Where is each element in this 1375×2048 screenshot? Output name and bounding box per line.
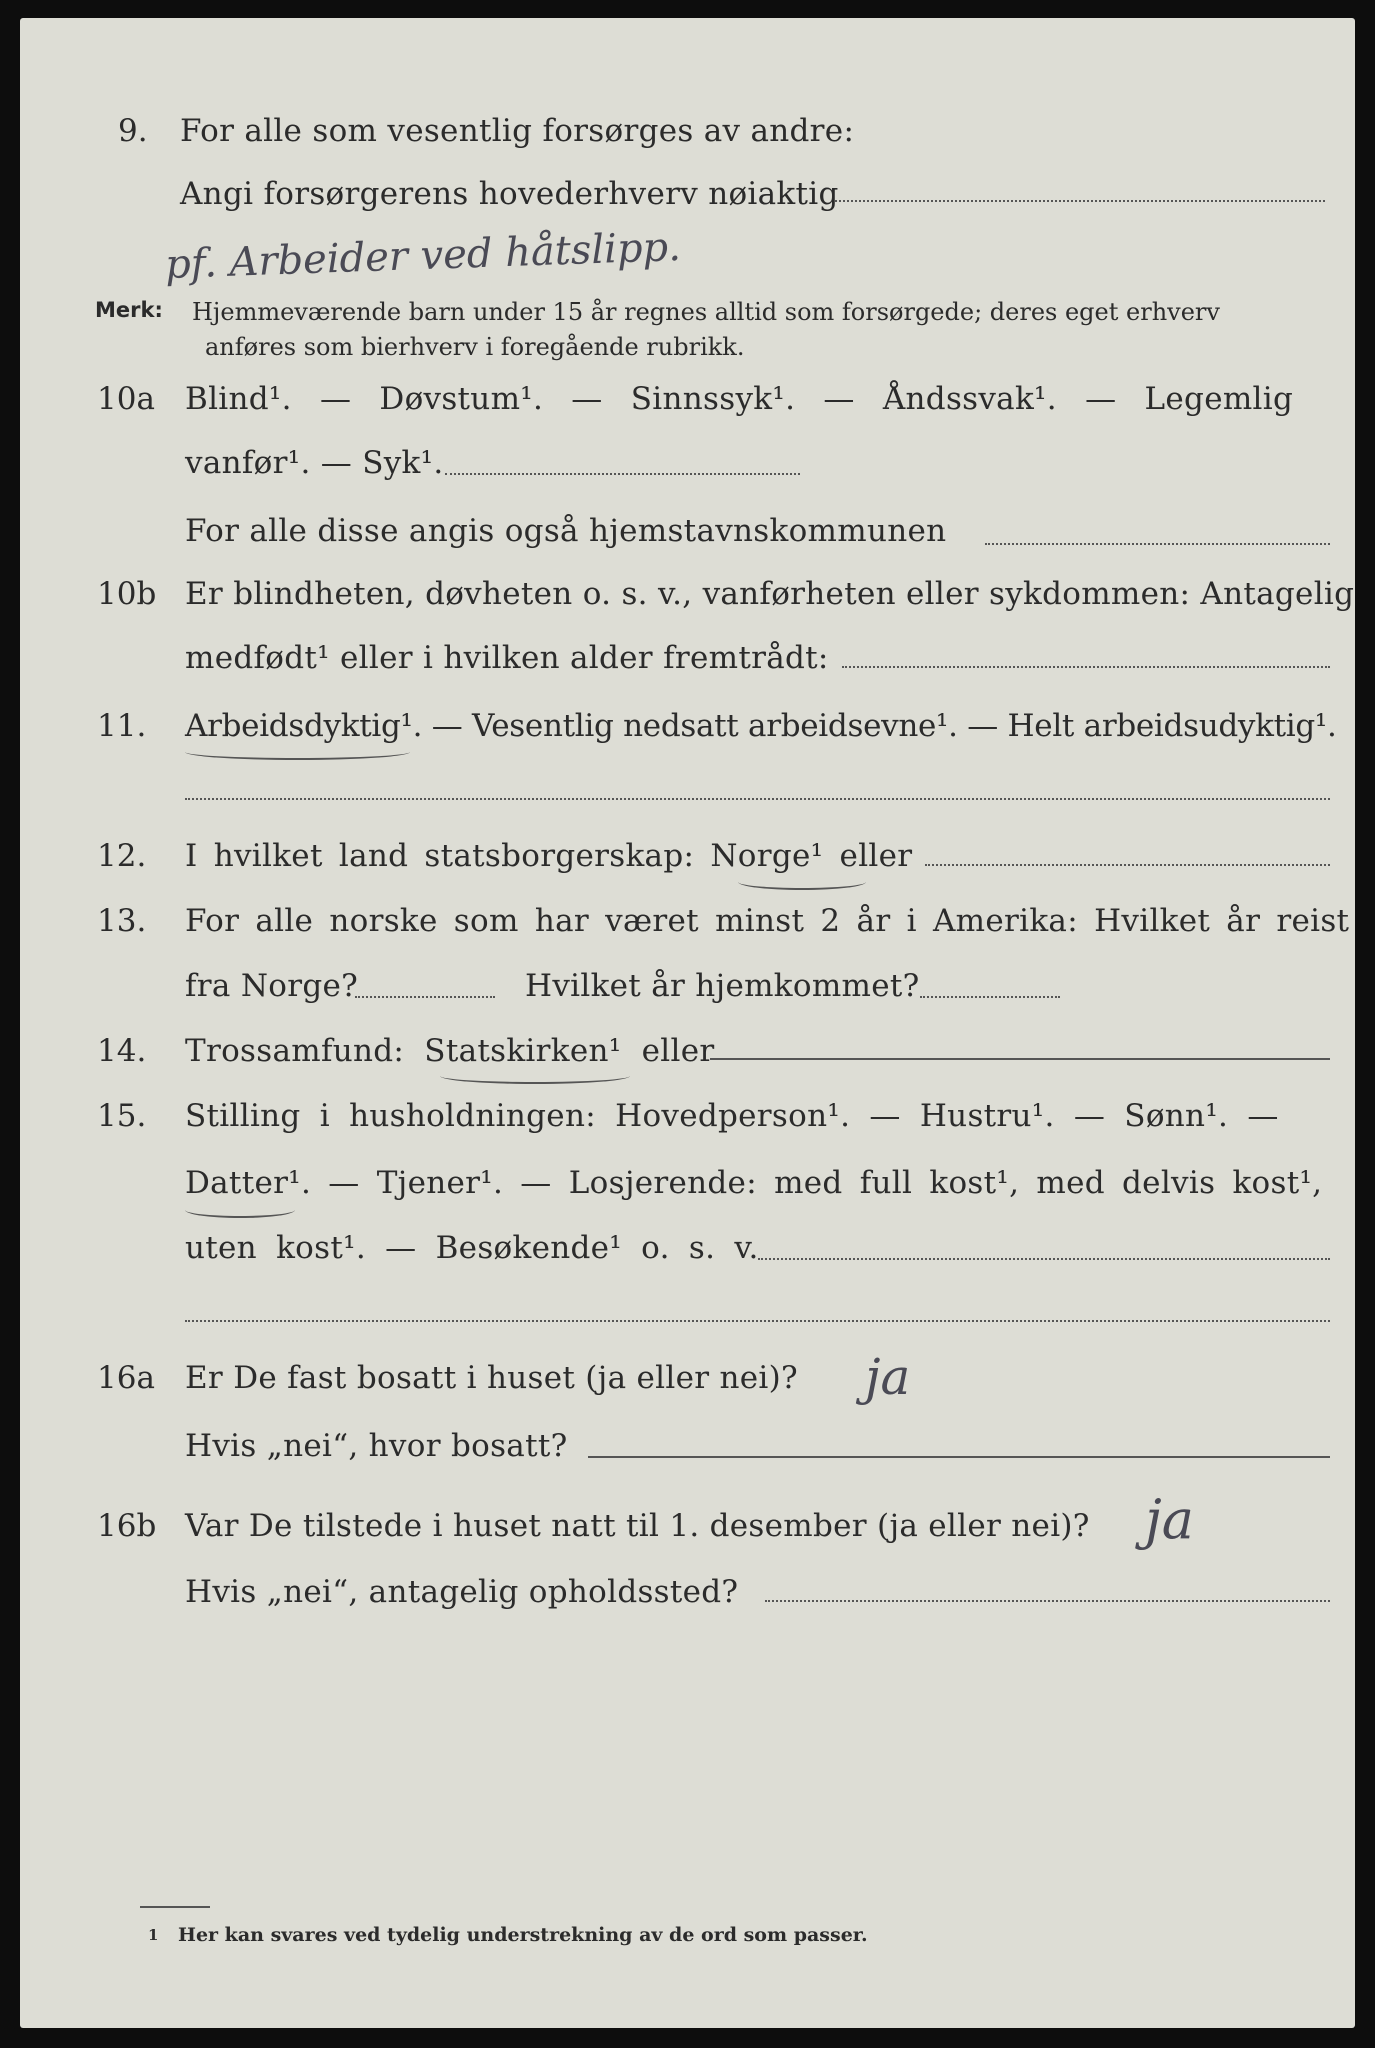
q16a-handwritten-answer: ja [865, 1348, 911, 1406]
census-form-page [20, 18, 1355, 2028]
q13-hjemkommet-line [920, 996, 1060, 998]
q11-answer-line [185, 798, 1330, 800]
q9-answer-line [835, 200, 1325, 202]
q9-number: 9. [118, 113, 148, 149]
q13-line1: For alle norske som har været minst 2 år i Amerika: Hvilket år reist [185, 903, 1350, 939]
q10a-line1: Blind¹. — Døvstum¹. — Sinnssyk¹. — Åndssvak¹. — Legemlig [185, 381, 1294, 417]
q13-reist-line [355, 996, 495, 998]
q10a-line2: vanfør¹. — Syk¹. [185, 445, 444, 481]
q15-line3: uten kost¹. — Besøkende¹ o. s. v. [185, 1230, 759, 1266]
q11-underline-arbeidsdyktig [185, 744, 410, 760]
q10a-line3: For alle disse angis også hjemstavnskommunen [185, 513, 947, 549]
q10b-line1: Er blindheten, døvheten o. s. v., vanførheten eller sykdommen: Antagelig [185, 576, 1355, 612]
footnote-text: Her kan svares ved tydelig understrekning av de ord som passer. [178, 1924, 868, 1946]
q14-number: 14. [97, 1033, 147, 1069]
q10a-number: 10a [97, 381, 155, 417]
footnote-mark: 1 [148, 1926, 159, 1944]
q10a-answer-line [445, 473, 800, 475]
q16a-line2: Hvis „nei“, hvor bosatt? [185, 1428, 568, 1464]
q9-handwritten-answer: pf. Arbeider ved håtslipp. [164, 224, 682, 288]
q10b-answer-line [842, 666, 1330, 668]
q13-line2a: fra Norge? [185, 968, 359, 1004]
q12-underline-norge [738, 874, 866, 890]
q16a-answer-line [588, 1456, 1330, 1458]
q11-number: 11. [97, 708, 147, 744]
footnote-rule [140, 1906, 210, 1908]
q15-answer-line [758, 1258, 1330, 1260]
q16b-line2: Hvis „nei“, antagelig opholdssted? [185, 1574, 739, 1610]
q12-number: 12. [97, 838, 147, 874]
q15-line1: Stilling i husholdningen: Hovedperson¹. — Hustru¹. — Sønn¹. — [185, 1098, 1279, 1134]
q10b-line2: medfødt¹ eller i hvilken alder fremtrådt: [185, 640, 829, 676]
q13-line2b: Hvilket år hjemkommet? [525, 968, 920, 1004]
q10b-number: 10b [97, 576, 157, 612]
q16a-line1: Er De fast bosatt i huset (ja eller nei)? [185, 1360, 798, 1396]
q16b-number: 16b [97, 1508, 157, 1544]
q15-number: 15. [97, 1098, 147, 1134]
q16b-line1: Var De tilstede i huset natt til 1. desember (ja eller nei)? [185, 1508, 1090, 1544]
q11-line1: Arbeidsdyktig¹. — Vesentlig nedsatt arbeidsevne¹. — Helt arbeidsudyktig¹. [185, 708, 1337, 744]
q14-answer-line [710, 1058, 1330, 1060]
q12-answer-line [925, 864, 1330, 866]
merk-line2: anføres som bierhverv i foregående rubrikk. [205, 333, 745, 361]
q14-line1: Trossamfund: Statskirken¹ eller [185, 1033, 715, 1069]
q15-extra-line [185, 1320, 1330, 1322]
q16b-answer-line [765, 1600, 1330, 1602]
q9-line2: Angi forsørgerens hovederhverv nøiaktig [180, 176, 839, 212]
q16a-number: 16a [97, 1360, 155, 1396]
q10a-municipality-line [985, 543, 1330, 545]
merk-line1: Hjemmeværende barn under 15 år regnes alltid som forsørgede; deres eget erhverv [192, 298, 1220, 326]
q14-underline-statskirken [440, 1068, 630, 1084]
q13-number: 13. [97, 903, 147, 939]
q12-line1: I hvilket land statsborgerskap: Norge¹ eller [185, 838, 913, 874]
q9-line1: For alle som vesentlig forsørges av andre: [180, 113, 855, 149]
merk-label: Merk: [95, 298, 163, 322]
q15-underline-datter [185, 1202, 295, 1218]
q16b-handwritten-answer: ja [1145, 1488, 1194, 1551]
q15-line2: Datter¹. — Tjener¹. — Losjerende: med full kost¹, med delvis kost¹, [185, 1165, 1323, 1201]
